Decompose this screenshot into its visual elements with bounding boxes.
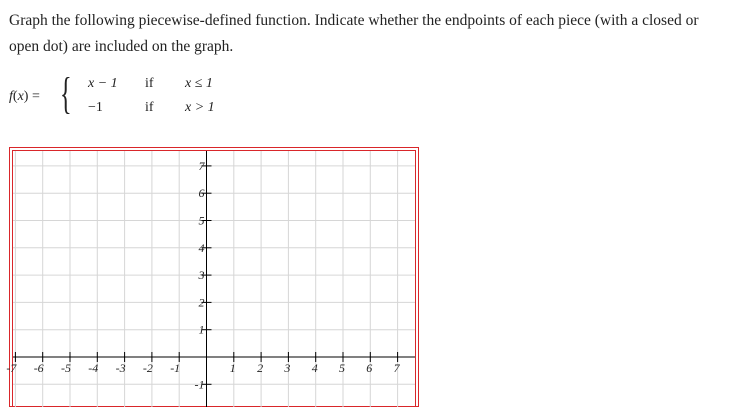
function-lhs: f(x) = bbox=[9, 89, 40, 104]
y-tick-label: -1 bbox=[194, 377, 205, 392]
function-lhs-rest: ) = bbox=[23, 89, 40, 104]
piece-1-if: if bbox=[145, 76, 154, 91]
y-tick-label: 3 bbox=[198, 268, 205, 283]
graph-canvas[interactable] bbox=[6, 150, 416, 406]
x-tick-label: -2 bbox=[142, 361, 153, 375]
x-tick-label: 3 bbox=[284, 361, 291, 375]
x-tick-label: -1 bbox=[170, 361, 181, 375]
piece-2-expression: −1 bbox=[88, 100, 103, 115]
y-tick-label: 5 bbox=[198, 213, 205, 228]
piece-1-expression: x − 1 bbox=[88, 76, 118, 91]
x-tick-label: -3 bbox=[115, 361, 126, 375]
left-brace: { bbox=[60, 69, 72, 118]
graph-frame bbox=[6, 147, 419, 407]
x-tick-label: -4 bbox=[88, 361, 99, 375]
question-prompt: Graph the following piecewise-defined function. Indicate whether the endpoints of each piece (with a closed or open dot) are included on the graph. bbox=[9, 12, 699, 55]
x-tick-label: 7 bbox=[393, 361, 400, 375]
y-tick-label: 1 bbox=[198, 322, 205, 337]
piece-1-condition: x ≤ 1 bbox=[185, 76, 213, 91]
function-name: f bbox=[9, 89, 13, 104]
y-tick-label: 2 bbox=[198, 295, 205, 310]
piece-2-condition: x > 1 bbox=[185, 100, 215, 115]
x-tick-label: -6 bbox=[33, 361, 44, 375]
x-tick-label: 1 bbox=[229, 361, 236, 375]
y-tick-label: 7 bbox=[198, 158, 205, 173]
coordinate-grid[interactable] bbox=[6, 151, 415, 407]
y-tick-label: 4 bbox=[198, 240, 205, 255]
x-tick-label: 6 bbox=[366, 361, 373, 375]
piece-2-if: if bbox=[145, 100, 154, 115]
y-tick-label: 6 bbox=[198, 186, 205, 201]
piecewise-function bbox=[9, 69, 269, 122]
x-tick-label: 5 bbox=[339, 361, 345, 375]
x-tick-label: -7 bbox=[6, 361, 17, 375]
x-tick-label: 4 bbox=[311, 361, 318, 375]
x-tick-label: -5 bbox=[61, 361, 71, 375]
function-var: x bbox=[17, 89, 24, 104]
x-tick-label: 2 bbox=[257, 361, 264, 375]
